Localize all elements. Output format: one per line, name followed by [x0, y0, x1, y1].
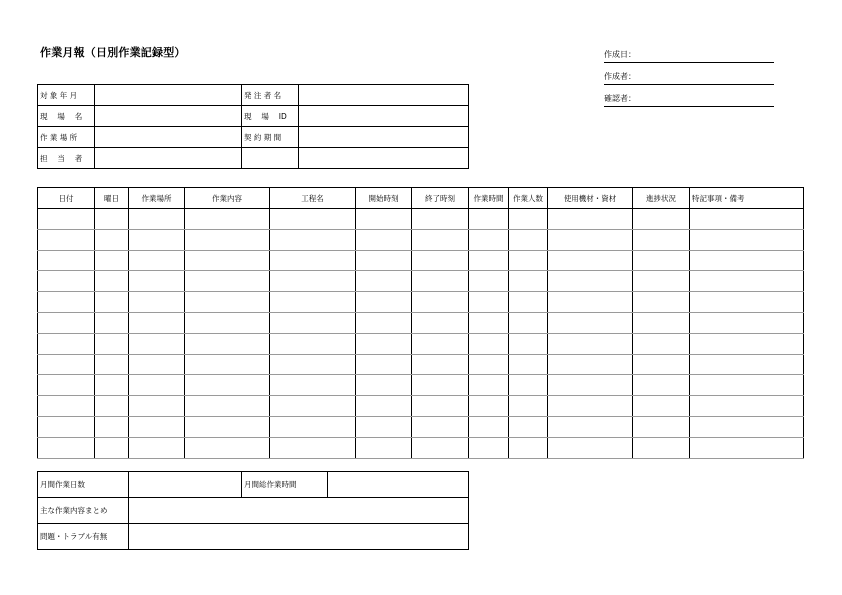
log-cell[interactable]	[95, 333, 129, 354]
info-row	[38, 106, 469, 127]
log-cell[interactable]	[690, 354, 804, 375]
log-cell[interactable]	[469, 271, 509, 292]
info-row	[38, 127, 469, 148]
site-id-field[interactable]	[299, 106, 469, 127]
log-cell[interactable]	[185, 250, 270, 271]
log-cell[interactable]	[509, 312, 548, 333]
work-location-label: 作 業 場 所	[38, 127, 95, 148]
log-cell[interactable]	[38, 250, 95, 271]
log-cell[interactable]	[270, 375, 356, 396]
log-cell[interactable]	[509, 271, 548, 292]
info-row	[38, 148, 469, 169]
checker-label: 確認者：	[604, 94, 636, 103]
info-row	[38, 85, 469, 106]
log-cell[interactable]	[270, 437, 356, 458]
log-cell[interactable]	[129, 250, 185, 271]
log-cell[interactable]	[38, 396, 95, 417]
client-label: 発 注 者 名	[242, 85, 299, 106]
summary-row	[38, 472, 469, 498]
log-cell[interactable]	[412, 416, 469, 437]
log-cell[interactable]	[509, 396, 548, 417]
log-cell[interactable]	[356, 209, 412, 230]
log-cell[interactable]	[509, 250, 548, 271]
log-cell[interactable]	[412, 229, 469, 250]
log-cell[interactable]	[38, 209, 95, 230]
col-end-time: 終了時刻	[412, 188, 469, 209]
table-row	[38, 333, 804, 354]
log-cell[interactable]	[95, 354, 129, 375]
col-process-name: 工程名	[270, 188, 356, 209]
log-cell[interactable]	[129, 312, 185, 333]
log-cell[interactable]	[95, 250, 129, 271]
target-month-field[interactable]	[95, 85, 242, 106]
log-cell[interactable]	[633, 375, 690, 396]
log-cell[interactable]	[509, 292, 548, 313]
log-cell[interactable]	[690, 375, 804, 396]
log-cell[interactable]	[548, 209, 633, 230]
log-cell[interactable]	[38, 312, 95, 333]
log-cell[interactable]	[469, 333, 509, 354]
log-cell[interactable]	[129, 229, 185, 250]
log-cell[interactable]	[356, 333, 412, 354]
col-work-hours: 作業時間	[469, 188, 509, 209]
log-cell[interactable]	[129, 375, 185, 396]
log-cell[interactable]	[356, 292, 412, 313]
table-row	[38, 312, 804, 333]
log-cell[interactable]	[270, 209, 356, 230]
issues-field[interactable]	[129, 524, 469, 550]
info-blank-cell[interactable]	[299, 148, 469, 169]
table-row	[38, 229, 804, 250]
log-cell[interactable]	[412, 209, 469, 230]
log-cell[interactable]	[690, 333, 804, 354]
log-cell[interactable]	[129, 333, 185, 354]
checker-field[interactable]	[604, 92, 774, 107]
log-cell[interactable]	[548, 437, 633, 458]
log-cell[interactable]	[356, 396, 412, 417]
log-cell[interactable]	[469, 209, 509, 230]
log-cell[interactable]	[270, 396, 356, 417]
col-date: 日付	[38, 188, 95, 209]
log-cell[interactable]	[129, 354, 185, 375]
col-weekday: 曜日	[95, 188, 129, 209]
log-cell[interactable]	[509, 333, 548, 354]
log-cell[interactable]	[690, 292, 804, 313]
log-body	[38, 209, 804, 459]
log-cell[interactable]	[270, 312, 356, 333]
log-cell[interactable]	[548, 292, 633, 313]
log-cell[interactable]	[469, 312, 509, 333]
log-cell[interactable]	[509, 375, 548, 396]
log-cell[interactable]	[469, 292, 509, 313]
log-cell[interactable]	[129, 437, 185, 458]
log-cell[interactable]	[38, 229, 95, 250]
col-start-time: 開始時刻	[356, 188, 412, 209]
log-cell[interactable]	[129, 292, 185, 313]
log-cell[interactable]	[469, 437, 509, 458]
monthly-days-field[interactable]	[129, 472, 242, 498]
log-cell[interactable]	[633, 250, 690, 271]
log-cell[interactable]	[690, 229, 804, 250]
log-cell[interactable]	[95, 229, 129, 250]
log-cell[interactable]	[270, 333, 356, 354]
log-cell[interactable]	[469, 229, 509, 250]
main-content-field[interactable]	[129, 498, 469, 524]
table-row	[38, 271, 804, 292]
log-cell[interactable]	[270, 271, 356, 292]
summary-row	[38, 524, 469, 550]
log-cell[interactable]	[509, 437, 548, 458]
log-cell[interactable]	[548, 271, 633, 292]
log-cell[interactable]	[185, 271, 270, 292]
main-content-label: 主な作業内容まとめ	[38, 498, 129, 524]
log-cell[interactable]	[690, 416, 804, 437]
log-cell[interactable]	[356, 437, 412, 458]
log-cell[interactable]	[412, 333, 469, 354]
log-cell[interactable]	[129, 271, 185, 292]
log-cell[interactable]	[690, 209, 804, 230]
log-cell[interactable]	[412, 396, 469, 417]
log-cell[interactable]	[356, 375, 412, 396]
log-cell[interactable]	[469, 416, 509, 437]
log-cell[interactable]	[690, 312, 804, 333]
issues-label: 問題・トラブル有無	[38, 524, 129, 550]
log-cell[interactable]	[38, 416, 95, 437]
log-cell[interactable]	[509, 354, 548, 375]
col-progress: 進捗状況	[633, 188, 690, 209]
site-id-label: 現 場 ID	[242, 106, 299, 127]
log-cell[interactable]	[270, 250, 356, 271]
log-cell[interactable]	[548, 396, 633, 417]
log-cell[interactable]	[412, 375, 469, 396]
log-cell[interactable]	[690, 250, 804, 271]
log-cell[interactable]	[356, 229, 412, 250]
log-header-row	[38, 188, 804, 209]
log-cell[interactable]	[38, 437, 95, 458]
daily-work-log-table	[37, 187, 804, 459]
log-cell[interactable]	[548, 354, 633, 375]
log-cell[interactable]	[185, 396, 270, 417]
log-cell[interactable]	[356, 416, 412, 437]
log-cell[interactable]	[95, 271, 129, 292]
log-cell[interactable]	[509, 209, 548, 230]
work-location-field[interactable]	[95, 127, 242, 148]
site-name-field[interactable]	[95, 106, 242, 127]
log-cell[interactable]	[38, 271, 95, 292]
log-cell[interactable]	[633, 271, 690, 292]
log-cell[interactable]	[633, 416, 690, 437]
log-cell[interactable]	[548, 333, 633, 354]
log-cell[interactable]	[548, 229, 633, 250]
log-cell[interactable]	[548, 375, 633, 396]
monthly-summary-table	[37, 471, 469, 550]
log-cell[interactable]	[129, 416, 185, 437]
log-cell[interactable]	[633, 354, 690, 375]
log-cell[interactable]	[270, 416, 356, 437]
log-cell[interactable]	[356, 312, 412, 333]
col-equipment: 使用機材・資材	[548, 188, 633, 209]
log-cell[interactable]	[356, 354, 412, 375]
monthly-days-label: 月間作業日数	[38, 472, 129, 498]
log-cell[interactable]	[412, 437, 469, 458]
log-cell[interactable]	[95, 312, 129, 333]
log-cell[interactable]	[185, 437, 270, 458]
log-cell[interactable]	[412, 250, 469, 271]
log-cell[interactable]	[129, 209, 185, 230]
log-cell[interactable]	[356, 250, 412, 271]
created-date-field[interactable]	[604, 48, 774, 63]
site-name-label: 現 場 名	[38, 106, 95, 127]
log-cell[interactable]	[38, 292, 95, 313]
contract-period-label: 契 約 期 間	[242, 127, 299, 148]
log-cell[interactable]	[95, 437, 129, 458]
log-cell[interactable]	[633, 396, 690, 417]
log-cell[interactable]	[633, 292, 690, 313]
log-cell[interactable]	[412, 312, 469, 333]
log-cell[interactable]	[185, 229, 270, 250]
col-work-content: 作業内容	[185, 188, 270, 209]
person-in-charge-label: 担 当 者	[38, 148, 95, 169]
table-row	[38, 250, 804, 271]
person-in-charge-field[interactable]	[95, 148, 242, 169]
log-cell[interactable]	[633, 209, 690, 230]
log-cell[interactable]	[690, 396, 804, 417]
table-row	[38, 437, 804, 458]
log-cell[interactable]	[185, 354, 270, 375]
log-cell[interactable]	[469, 396, 509, 417]
log-cell[interactable]	[633, 333, 690, 354]
contract-period-field[interactable]	[299, 127, 469, 148]
log-cell[interactable]	[185, 292, 270, 313]
table-row	[38, 396, 804, 417]
log-cell[interactable]	[38, 375, 95, 396]
log-cell[interactable]	[412, 354, 469, 375]
log-cell[interactable]	[548, 250, 633, 271]
log-cell[interactable]	[633, 437, 690, 458]
created-date-label: 作成日：	[604, 50, 636, 59]
log-cell[interactable]	[185, 333, 270, 354]
page-title: 作業月報（日別作業記録型）	[40, 46, 186, 59]
log-cell[interactable]	[185, 416, 270, 437]
log-cell[interactable]	[412, 292, 469, 313]
log-cell[interactable]	[95, 416, 129, 437]
col-remarks: 特記事項・備考	[690, 188, 804, 209]
log-cell[interactable]	[270, 354, 356, 375]
log-cell[interactable]	[129, 396, 185, 417]
client-field[interactable]	[299, 85, 469, 106]
author-field[interactable]	[604, 70, 774, 85]
project-info-table	[37, 84, 469, 169]
log-cell[interactable]	[38, 354, 95, 375]
log-cell[interactable]	[356, 271, 412, 292]
log-cell[interactable]	[690, 271, 804, 292]
log-cell[interactable]	[270, 229, 356, 250]
table-row	[38, 375, 804, 396]
log-cell[interactable]	[95, 292, 129, 313]
log-cell[interactable]	[412, 271, 469, 292]
table-row	[38, 354, 804, 375]
table-row	[38, 416, 804, 437]
log-cell[interactable]	[548, 312, 633, 333]
log-cell[interactable]	[38, 333, 95, 354]
log-cell[interactable]	[690, 437, 804, 458]
summary-row	[38, 498, 469, 524]
log-cell[interactable]	[548, 416, 633, 437]
log-cell[interactable]	[95, 396, 129, 417]
info-blank-cell[interactable]	[242, 148, 299, 169]
log-cell[interactable]	[633, 312, 690, 333]
log-cell[interactable]	[185, 209, 270, 230]
log-cell[interactable]	[509, 416, 548, 437]
log-cell[interactable]	[270, 292, 356, 313]
log-cell[interactable]	[95, 209, 129, 230]
table-row	[38, 292, 804, 313]
author-label: 作成者：	[604, 72, 636, 81]
log-cell[interactable]	[633, 229, 690, 250]
target-month-label: 対 象 年 月	[38, 85, 95, 106]
monthly-hours-label: 月間総作業時間	[242, 472, 328, 498]
col-work-location: 作業場所	[129, 188, 185, 209]
log-cell[interactable]	[95, 375, 129, 396]
log-cell[interactable]	[469, 354, 509, 375]
log-cell[interactable]	[509, 229, 548, 250]
col-workers: 作業人数	[509, 188, 548, 209]
table-row	[38, 209, 804, 230]
monthly-hours-field[interactable]	[328, 472, 469, 498]
log-cell[interactable]	[469, 250, 509, 271]
log-cell[interactable]	[185, 312, 270, 333]
log-cell[interactable]	[185, 375, 270, 396]
log-cell[interactable]	[469, 375, 509, 396]
